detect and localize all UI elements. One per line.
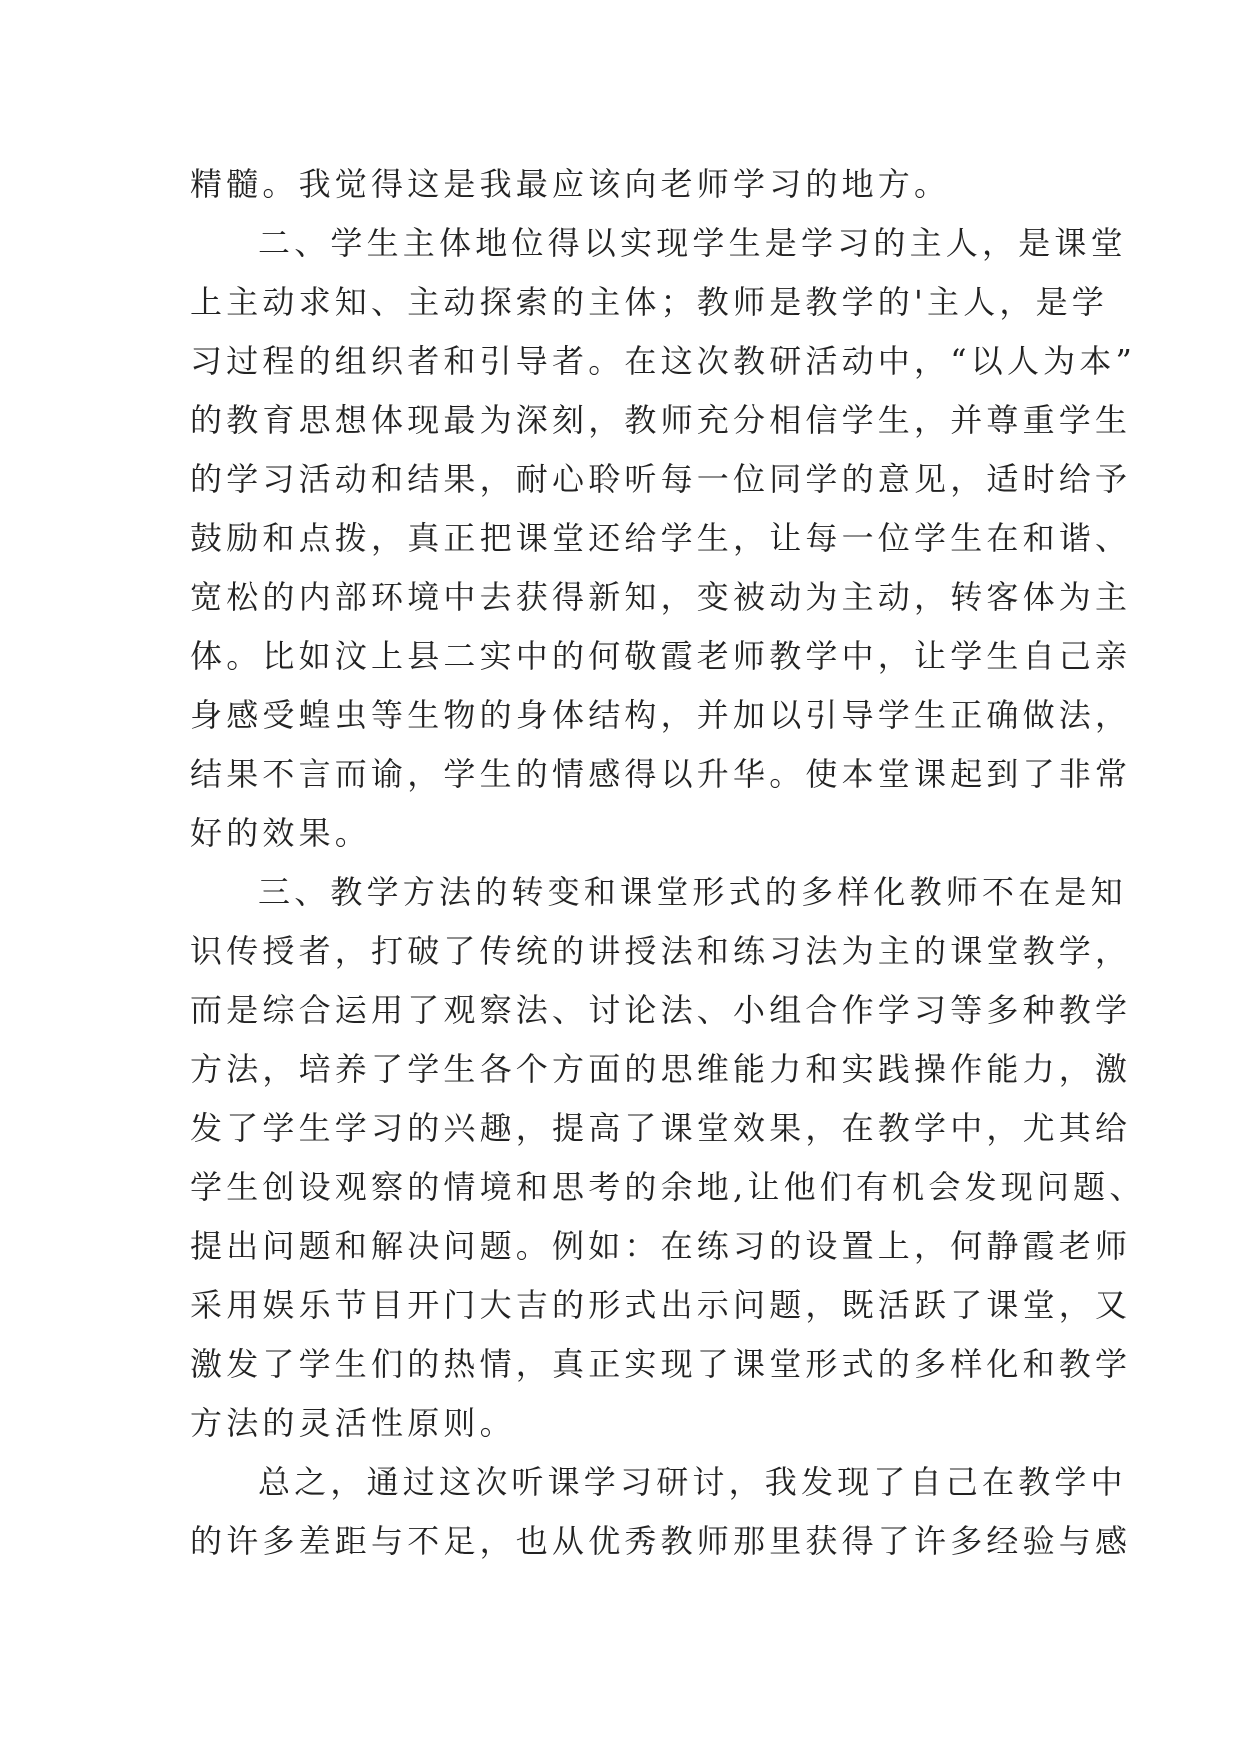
document-body [190,155,1146,1571]
text-line: 身感受蝗虫等生物的身体结构，并加以引导学生正确做法， [190,696,1132,734]
text-line: 习过程的组织者和引导者。在这次教研活动中，“以人为本” [190,342,1137,380]
text-line: 方法，培养了学生各个方面的思维能力和实践操作能力，激 [190,1050,1132,1088]
text-line: 的许多差距与不足，也从优秀教师那里获得了许多经验与感 [190,1522,1132,1560]
text-line: 上主动求知、主动探索的主体；教师是教学的'主人，是学 [190,283,1108,321]
text-line: 激发了学生们的热情，真正实现了课堂形式的多样化和教学 [190,1345,1132,1383]
text-line: 体。比如汶上县二实中的何敬霞老师教学中，让学生自己亲 [190,637,1132,675]
text-line: 三、教学方法的转变和课堂形式的多样化教师不在是知 [258,873,1127,911]
text-line: 识传授者，打破了传统的讲授法和练习法为主的课堂教学， [190,932,1132,970]
text-line: 总之，通过这次听课学习研讨，我发现了自己在教学中 [258,1463,1127,1501]
text-line: 宽松的内部环境中去获得新知，变被动为主动，转客体为主 [190,578,1132,616]
text-line: 鼓励和点拨，真正把课堂还给学生，让每一位学生在和谐、 [190,519,1132,557]
text-line: 二、学生主体地位得以实现学生是学习的主人，是课堂 [258,224,1127,262]
text-line: 方法的灵活性原则。 [190,1404,516,1442]
text-line: 而是综合运用了观察法、讨论法、小组合作学习等多种教学 [190,991,1132,1029]
text-line: 学生创设观察的情境和思考的余地,让他们有机会发现问题、 [190,1168,1146,1206]
text-line: 采用娱乐节目开门大吉的形式出示问题，既活跃了课堂，又 [190,1286,1132,1324]
text-line: 提出问题和解决问题。例如：在练习的设置上，何静霞老师 [190,1227,1132,1265]
text-line: 结果不言而谕，学生的情感得以升华。使本堂课起到了非常 [190,755,1132,793]
text-line: 精髓。我觉得这是我最应该向老师学习的地方。 [190,165,951,203]
text-line: 的学习活动和结果，耐心聆听每一位同学的意见，适时给予 [190,460,1132,498]
text-line: 的教育思想体现最为深刻，教师充分相信学生，并尊重学生 [190,401,1132,439]
text-line: 发了学生学习的兴趣，提高了课堂效果，在教学中，尤其给 [190,1109,1132,1147]
text-line: 好的效果。 [190,814,372,852]
